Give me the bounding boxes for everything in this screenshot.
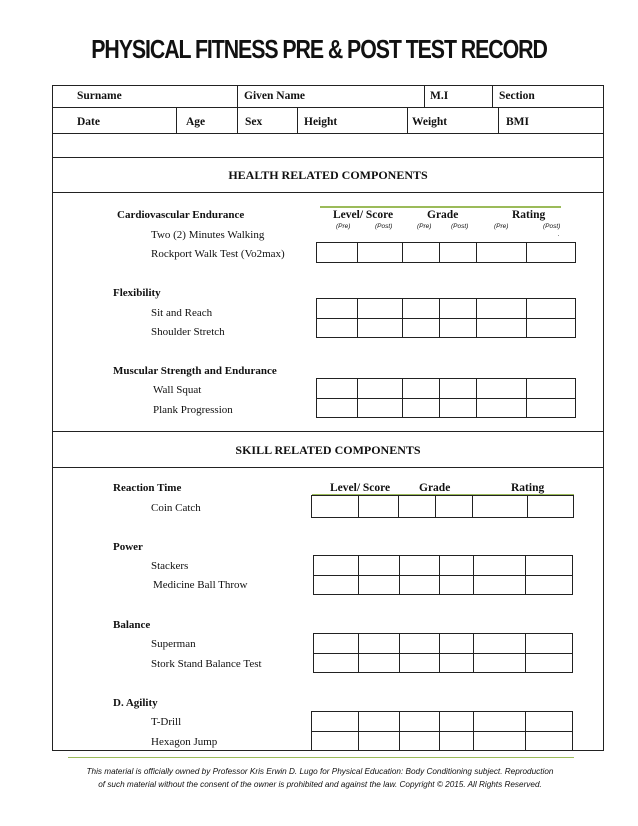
score-cell[interactable] [526, 712, 573, 732]
score-cell[interactable] [359, 576, 400, 595]
score-cell[interactable] [314, 634, 359, 654]
score-cell[interactable] [359, 712, 400, 732]
score-cell[interactable] [527, 319, 576, 338]
score-grid-agility [311, 711, 573, 751]
score-grid-balance [313, 633, 573, 673]
score-cell[interactable] [440, 576, 474, 595]
score-cell[interactable] [400, 732, 440, 751]
flexibility-label: Flexibility [113, 287, 161, 299]
sub-post: (Post) [543, 223, 561, 230]
score-cell[interactable] [358, 299, 403, 319]
score-grid-power [313, 555, 573, 595]
sub-pre: (Pre) [336, 223, 351, 230]
score-cell[interactable] [440, 634, 474, 654]
bmi-label: BMI [506, 116, 529, 128]
score-cell[interactable] [527, 299, 576, 319]
score-cell[interactable] [400, 712, 440, 732]
health-section-title: HEALTH RELATED COMPONENTS [228, 168, 428, 182]
footer-copyright [40, 765, 600, 791]
score-cell[interactable] [312, 496, 359, 518]
score-cell[interactable] [526, 556, 573, 576]
test-item: Wall Squat [153, 384, 202, 396]
score-cell[interactable] [317, 299, 358, 319]
grade-header: Grade [419, 482, 451, 494]
score-cell[interactable] [314, 576, 359, 595]
score-cell[interactable] [403, 319, 440, 338]
section-label: Section [499, 90, 535, 102]
test-item: Plank Progression [153, 404, 233, 416]
test-item: Stork Stand Balance Test [151, 658, 262, 670]
sub-pre: (Pre) [417, 223, 432, 230]
score-cell[interactable] [400, 576, 440, 595]
score-cell[interactable] [359, 496, 399, 518]
score-cell[interactable] [477, 299, 527, 319]
score-cell[interactable] [358, 399, 403, 418]
score-cell[interactable] [317, 379, 358, 399]
reaction-label: Reaction Time [113, 482, 182, 494]
divider [52, 467, 604, 468]
muscular-label: Muscular Strength and Endurance [113, 365, 277, 377]
score-grid-flexibility [316, 298, 576, 338]
score-cell[interactable] [440, 654, 474, 673]
score-cell[interactable] [358, 319, 403, 338]
test-item: T-Drill [151, 716, 182, 728]
score-cell[interactable] [312, 712, 359, 732]
score-cell[interactable] [400, 556, 440, 576]
score-cell[interactable] [440, 732, 474, 751]
score-cell[interactable] [317, 319, 358, 338]
balance-label: Balance [113, 619, 151, 631]
test-item: Shoulder Stretch [151, 326, 225, 338]
cardio-label: Cardiovascular Endurance [117, 209, 245, 221]
score-cell[interactable] [527, 379, 576, 399]
score-cell[interactable] [474, 634, 526, 654]
page-title: PHYSICAL FITNESS PRE & POST TEST RECORD [91, 34, 547, 64]
score-cell[interactable] [526, 732, 573, 751]
age-label: Age [186, 116, 206, 128]
score-cell[interactable] [403, 399, 440, 418]
score-cell[interactable] [440, 556, 474, 576]
grade-header: Grade [427, 209, 459, 221]
score-cell[interactable] [526, 576, 573, 595]
score-cell[interactable] [477, 399, 527, 418]
score-cell[interactable] [440, 399, 477, 418]
test-item: Hexagon Jump [151, 736, 218, 748]
sub-pre: (Pre) [494, 223, 509, 230]
score-cell[interactable] [403, 379, 440, 399]
score-grid-reaction [311, 495, 574, 518]
score-cell[interactable] [436, 496, 473, 518]
rating-header: Rating [512, 209, 546, 221]
score-cell[interactable] [359, 732, 400, 751]
score-cell[interactable] [399, 496, 436, 518]
sub-post: (Post) [451, 223, 469, 230]
score-cell[interactable] [359, 556, 400, 576]
score-cell[interactable] [358, 243, 403, 263]
weight-label: Weight [412, 116, 448, 128]
sex-label: Sex [245, 116, 263, 128]
sub-post: (Post) [375, 223, 393, 230]
score-cell[interactable] [477, 379, 527, 399]
score-cell[interactable] [359, 634, 400, 654]
divider [52, 157, 604, 158]
score-cell[interactable] [527, 399, 576, 418]
divider [52, 192, 604, 193]
agility-label: D. Agility [113, 697, 158, 709]
date-label: Date [77, 116, 100, 128]
score-cell[interactable] [314, 654, 359, 673]
height-label: Height [304, 116, 338, 128]
score-cell[interactable] [440, 379, 477, 399]
score-cell[interactable] [440, 243, 477, 263]
level-score-header: Level/ Score [333, 209, 394, 221]
given-name-label: Given Name [244, 90, 306, 102]
score-cell[interactable] [400, 654, 440, 673]
skill-section-title: SKILL RELATED COMPONENTS [235, 443, 421, 457]
divider [52, 107, 604, 108]
sub-dot: . [558, 231, 560, 238]
score-cell[interactable] [403, 299, 440, 319]
score-cell[interactable] [317, 243, 358, 263]
test-item: Rockport Walk Test (Vo2max) [151, 248, 285, 260]
score-grid-muscular [316, 378, 576, 418]
score-cell[interactable] [317, 399, 358, 418]
score-cell[interactable] [527, 243, 576, 263]
score-cell[interactable] [477, 243, 527, 263]
divider [52, 431, 604, 432]
score-cell[interactable] [474, 712, 526, 732]
header-accent-line [320, 206, 561, 208]
score-cell[interactable] [400, 634, 440, 654]
score-cell[interactable] [528, 496, 574, 518]
test-item: Superman [151, 638, 196, 650]
surname-label: Surname [77, 90, 122, 102]
score-cell[interactable] [312, 732, 359, 751]
score-cell[interactable] [474, 654, 526, 673]
level-score-header: Level/ Score [330, 482, 391, 494]
footer-line [68, 757, 574, 758]
score-cell[interactable] [526, 654, 573, 673]
mi-label: M.I [430, 90, 449, 102]
footer-line-2: of such material without the consent of the owner is prohibited and against the law. Copyright © 2015. All Rights Reserved. [98, 780, 542, 789]
rating-header: Rating [511, 482, 545, 494]
score-cell[interactable] [474, 576, 526, 595]
score-cell[interactable] [526, 634, 573, 654]
score-cell[interactable] [477, 319, 527, 338]
score-cell[interactable] [440, 712, 474, 732]
test-item: Medicine Ball Throw [153, 579, 248, 591]
score-cell[interactable] [440, 299, 477, 319]
test-item: Two (2) Minutes Walking [151, 229, 265, 241]
test-item: Stackers [151, 560, 189, 572]
test-item: Coin Catch [151, 502, 201, 514]
score-cell[interactable] [403, 243, 440, 263]
power-label: Power [113, 541, 143, 553]
score-cell[interactable] [440, 319, 477, 338]
score-cell[interactable] [358, 379, 403, 399]
footer-line-1: This material is officially owned by Professor Kris Erwin D. Lugo for Physical Education: Body Conditioning subject. Reproduction [86, 767, 554, 776]
score-cell[interactable] [473, 496, 528, 518]
score-cell[interactable] [474, 556, 526, 576]
test-item: Sit and Reach [151, 307, 213, 319]
score-grid-cardio [316, 242, 576, 263]
score-cell[interactable] [474, 732, 526, 751]
score-cell[interactable] [359, 654, 400, 673]
score-cell[interactable] [314, 556, 359, 576]
divider [52, 133, 604, 134]
